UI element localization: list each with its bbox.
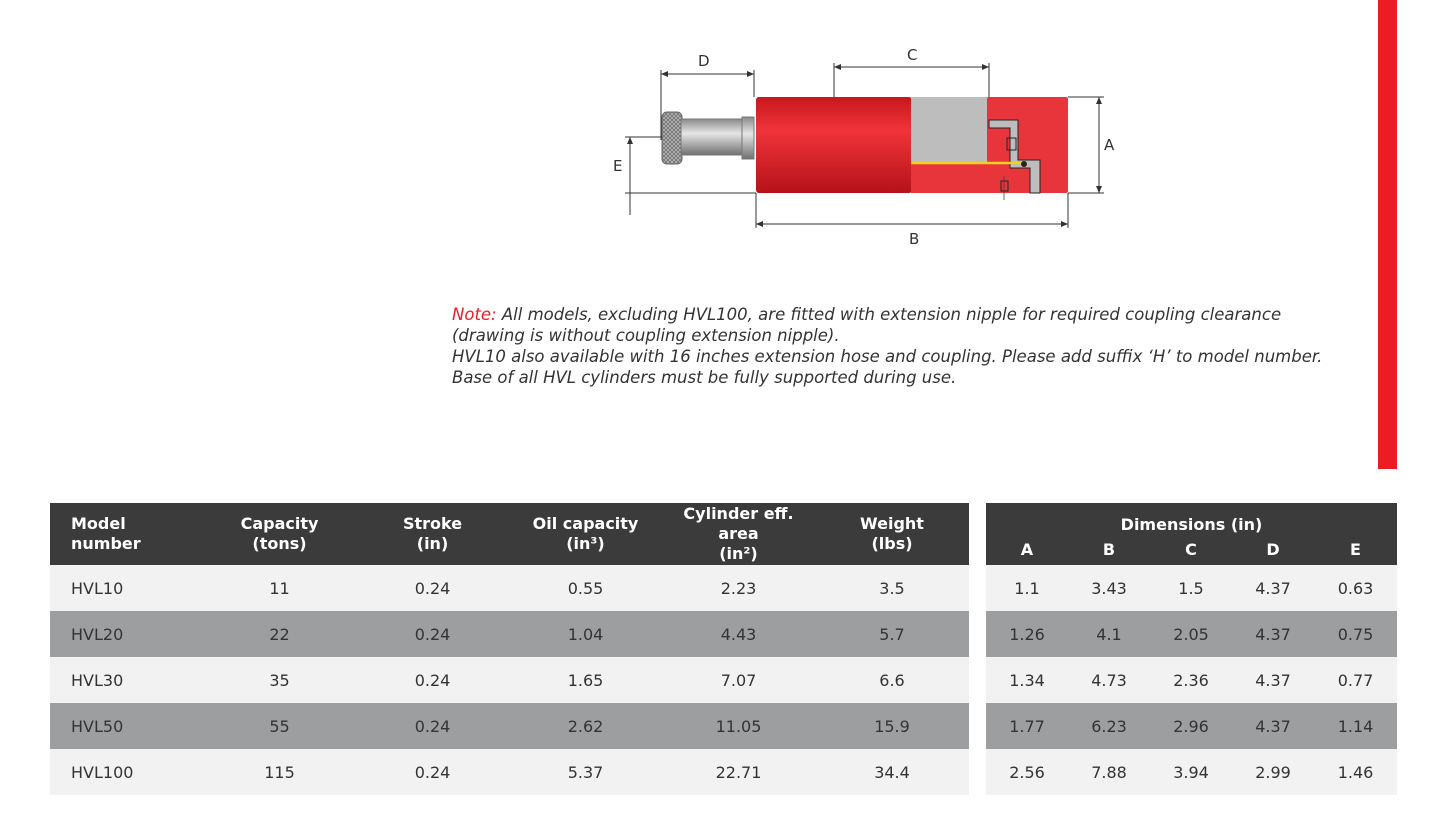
table-cell: 0.55 (509, 565, 662, 611)
header-dim-a: A (986, 535, 1068, 565)
table-row (50, 749, 969, 795)
table-row (50, 611, 969, 657)
table-cell: 22.71 (662, 749, 815, 795)
table-cell: 3.94 (1150, 749, 1232, 795)
model-cell: HVL50 (50, 703, 203, 749)
table-cell: 2.62 (509, 703, 662, 749)
dimension-label-a: A (1104, 136, 1115, 154)
table-cell: 1.1 (986, 565, 1068, 611)
table-cell: 1.14 (1314, 703, 1397, 749)
table-cell: 1.5 (1150, 565, 1232, 611)
table-cell: 1.04 (509, 611, 662, 657)
header-oil-capacity: Oil capacity (in³) (509, 503, 662, 565)
table-cell: 4.37 (1232, 611, 1314, 657)
dimensions-header-row (986, 535, 1397, 565)
table-cell: 35 (203, 657, 356, 703)
table-cell: 4.37 (1232, 657, 1314, 703)
table-cell: 7.07 (662, 657, 815, 703)
header-dim-e: E (1314, 535, 1397, 565)
table-row (986, 657, 1397, 703)
header-weight: Weight (lbs) (815, 503, 969, 565)
table-cell: 115 (203, 749, 356, 795)
note-text-1: All models, excluding HVL100, are fitted with extension nipple for required coupling clearance (496, 305, 1282, 324)
dimension-label-d: D (698, 52, 710, 70)
header-dim-c: C (1150, 535, 1232, 565)
table-cell: 0.24 (356, 565, 509, 611)
table-row (986, 611, 1397, 657)
header-capacity: Capacity (tons) (203, 503, 356, 565)
table-cell: 4.1 (1068, 611, 1150, 657)
table-row (50, 657, 969, 703)
table-row (50, 703, 969, 749)
table-cell: 34.4 (815, 749, 969, 795)
note-line-1 (452, 304, 1352, 325)
table-cell: 0.24 (356, 657, 509, 703)
table-cell: 1.26 (986, 611, 1068, 657)
table-cell: 0.77 (1314, 657, 1397, 703)
dimension-label-b: B (909, 230, 920, 248)
dimension-label-e: E (613, 157, 623, 175)
table-cell: 0.75 (1314, 611, 1397, 657)
table-cell: 55 (203, 703, 356, 749)
specifications-table (50, 503, 969, 795)
cylinder-diagram (600, 40, 1140, 255)
table-cell: 4.37 (1232, 565, 1314, 611)
accent-bar (1378, 0, 1397, 469)
table-cell: 3.5 (815, 565, 969, 611)
table-cell: 2.23 (662, 565, 815, 611)
coupling-icon (662, 112, 754, 164)
table-cell: 11 (203, 565, 356, 611)
table-cell: 0.24 (356, 749, 509, 795)
table-cell: 3.43 (1068, 565, 1150, 611)
dimensions-title: Dimensions (in) (986, 503, 1397, 535)
table-header-row (50, 503, 969, 565)
table-cell: 0.24 (356, 703, 509, 749)
table-cell: 4.43 (662, 611, 815, 657)
note-label: Note: (452, 305, 497, 324)
header-stroke: Stroke (in) (356, 503, 509, 565)
cylinder-body (756, 97, 1068, 200)
table-cell: 2.05 (1150, 611, 1232, 657)
notes-block (452, 304, 1352, 388)
note-line-3: HVL10 also available with 16 inches extension hose and coupling. Please add suffix ‘H’ to model number. (452, 347, 1323, 366)
table-cell: 6.23 (1068, 703, 1150, 749)
table-cell: 5.7 (815, 611, 969, 657)
table-cell: 1.77 (986, 703, 1068, 749)
dimensions-title-row (986, 503, 1397, 535)
dimension-label-c: C (907, 46, 918, 64)
table-cell: 1.65 (509, 657, 662, 703)
header-cylinder-area: Cylinder eff. area (in²) (662, 503, 815, 565)
table-cell: 4.37 (1232, 703, 1314, 749)
table-cell: 22 (203, 611, 356, 657)
table-cell: 15.9 (815, 703, 969, 749)
model-cell: HVL10 (50, 565, 203, 611)
table-row (986, 703, 1397, 749)
table-cell: 0.63 (1314, 565, 1397, 611)
note-line-4: Base of all HVL cylinders must be fully supported during use. (452, 368, 957, 387)
table-cell: 2.36 (1150, 657, 1232, 703)
dimensions-table (986, 503, 1397, 795)
table-cell: 11.05 (662, 703, 815, 749)
table-cell: 4.73 (1068, 657, 1150, 703)
table-cell: 1.46 (1314, 749, 1397, 795)
note-line-2: (drawing is without coupling extension nipple). (452, 326, 840, 345)
table-cell: 5.37 (509, 749, 662, 795)
header-model-number: Model number (50, 503, 203, 565)
table-row (50, 565, 969, 611)
table-row (986, 565, 1397, 611)
table-row (986, 749, 1397, 795)
table-cell: 6.6 (815, 657, 969, 703)
model-cell: HVL20 (50, 611, 203, 657)
table-cell: 2.96 (1150, 703, 1232, 749)
header-dim-d: D (1232, 535, 1314, 565)
table-cell: 1.34 (986, 657, 1068, 703)
table-cell: 7.88 (1068, 749, 1150, 795)
table-cell: 0.24 (356, 611, 509, 657)
table-cell: 2.99 (1232, 749, 1314, 795)
model-cell: HVL30 (50, 657, 203, 703)
header-dim-b: B (1068, 535, 1150, 565)
table-cell: 2.56 (986, 749, 1068, 795)
model-cell: HVL100 (50, 749, 203, 795)
